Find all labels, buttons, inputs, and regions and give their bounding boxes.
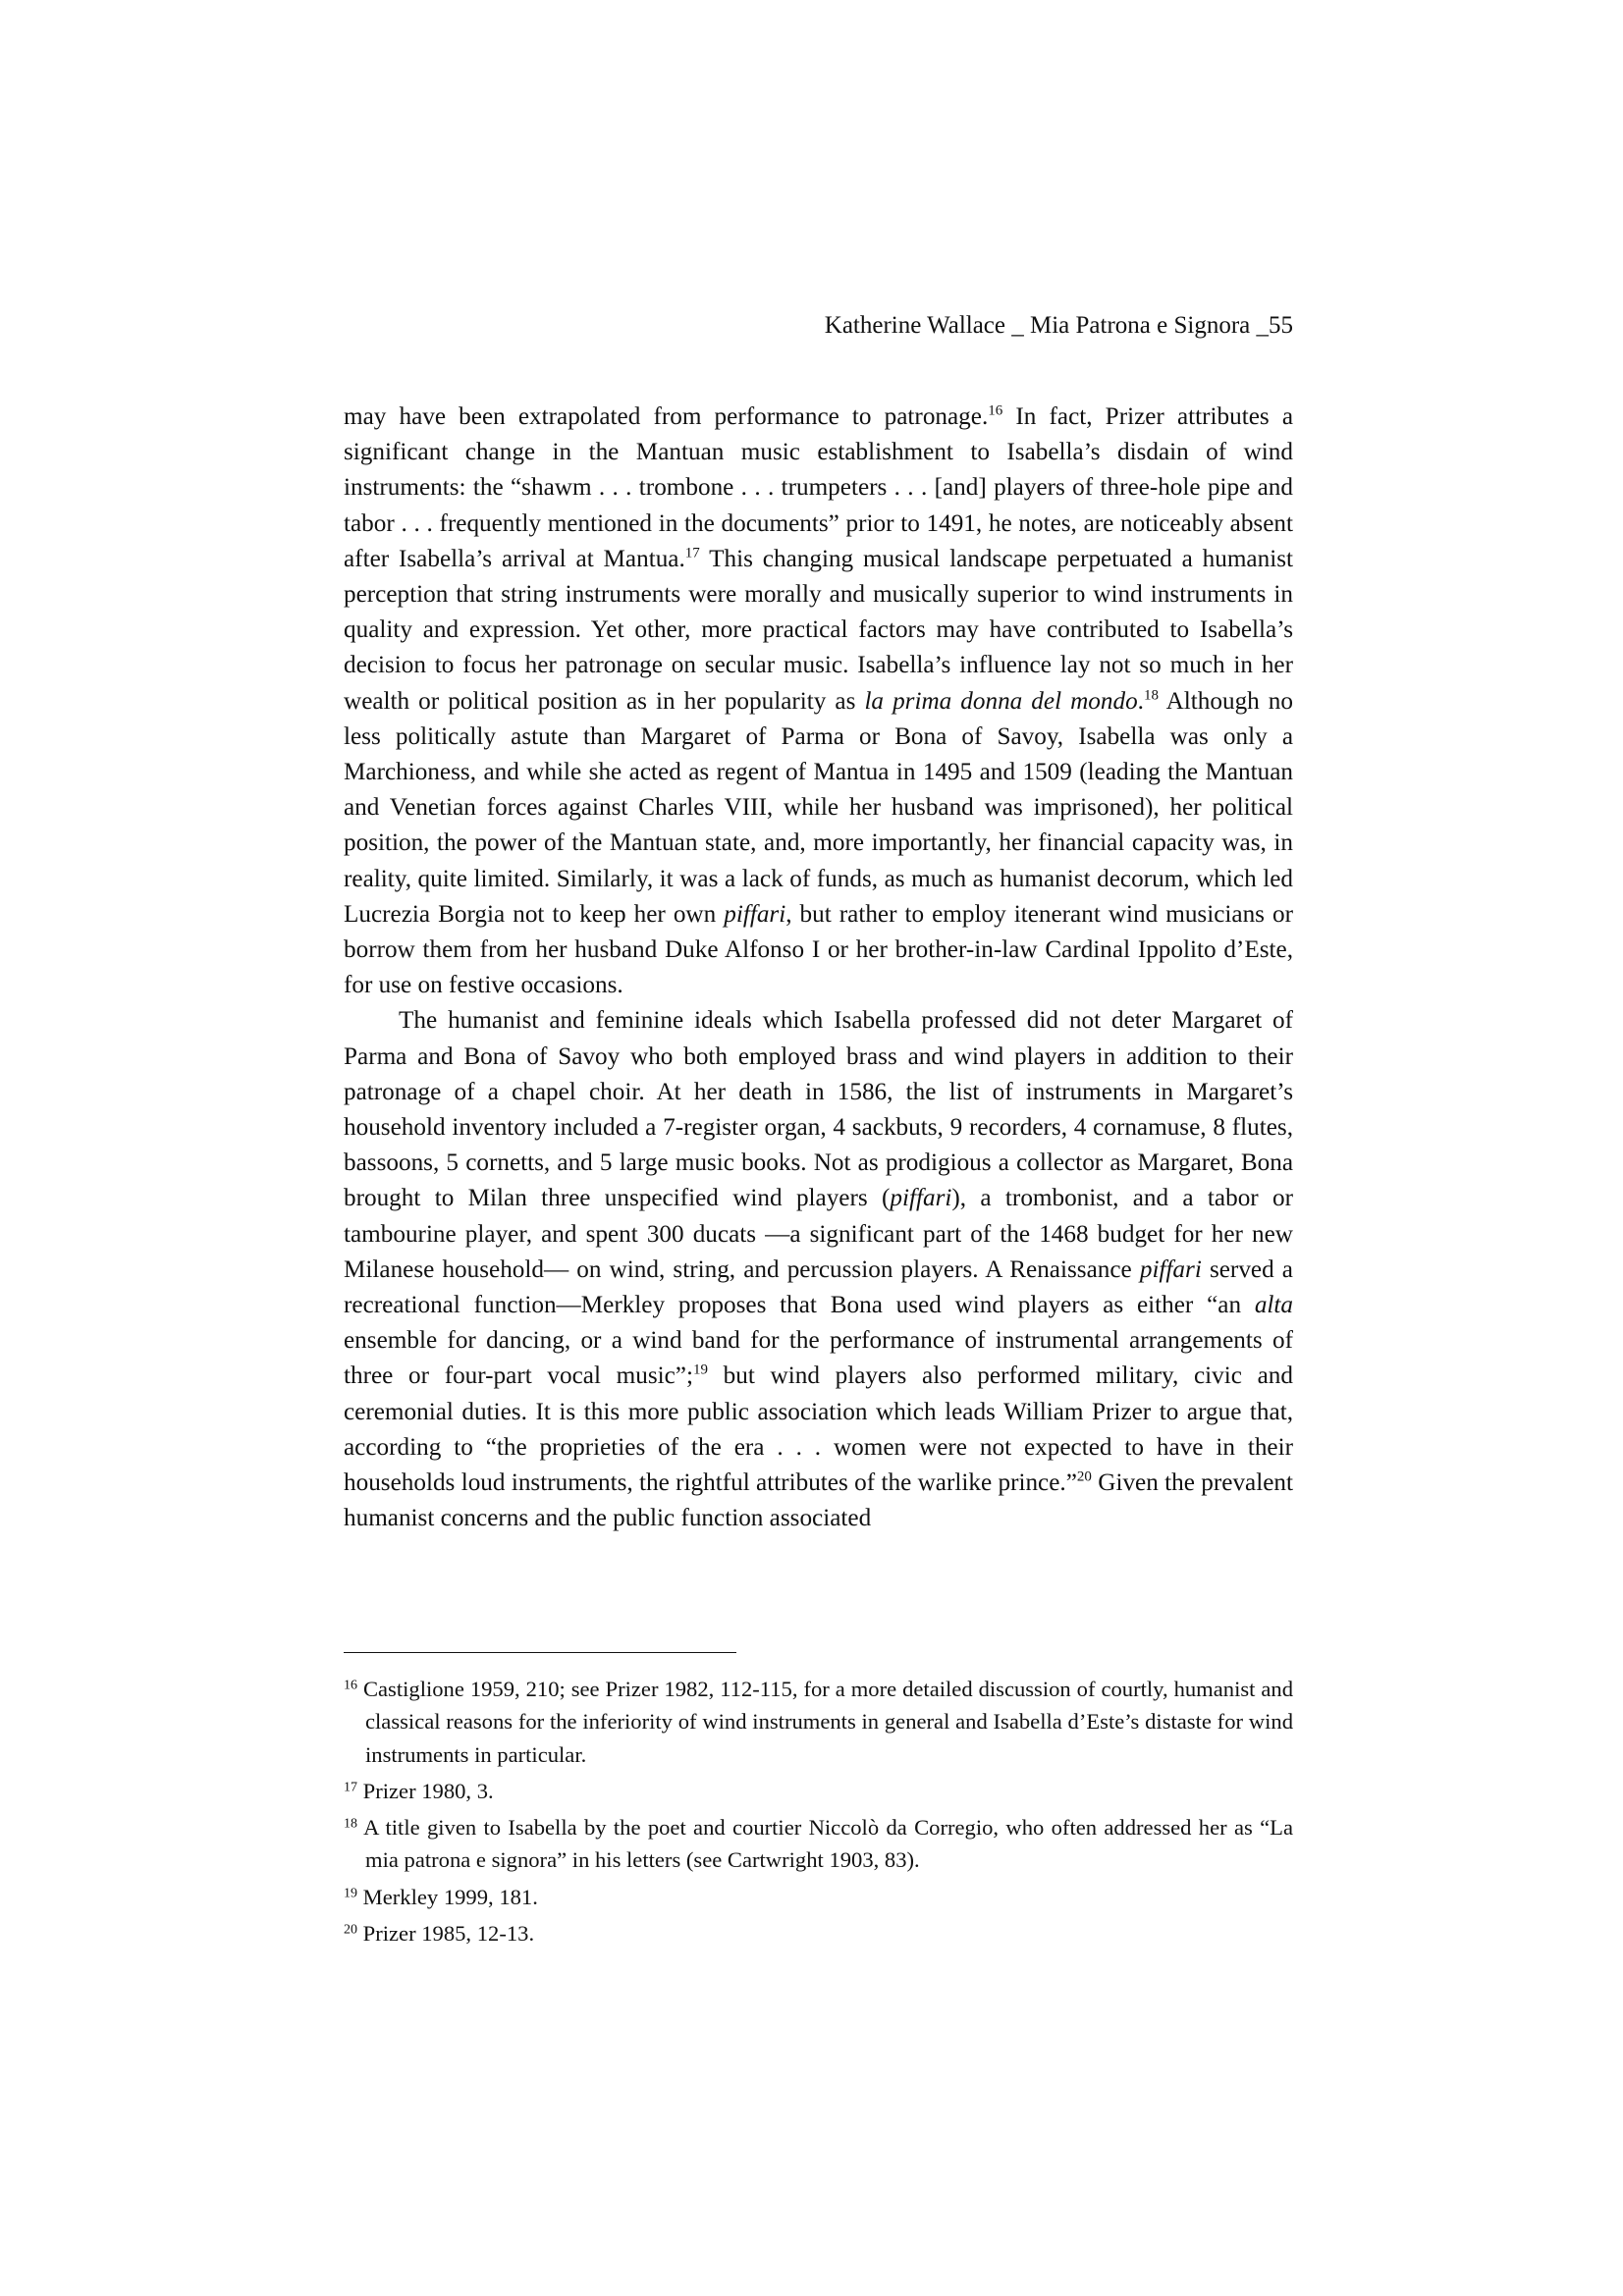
text: but wind players also performed military, civic and ceremonial duties. It is this more public association which leads William Prizer to argue that, according to “the proprieties of the era . . . women were not expected to have in their households loud instruments, the rightful attributes of the warlike prince.” — [344, 1362, 1293, 1497]
footnote-text: Prizer 1980, 3. — [357, 1778, 494, 1803]
footnote-number: 16 — [344, 1678, 357, 1693]
footnote-divider — [344, 1652, 736, 1653]
footnote-19 — [344, 1881, 1293, 1913]
footnote-number: 19 — [344, 1886, 357, 1901]
footnote-ref-17[interactable]: 17 — [684, 545, 700, 561]
footnote-number: 20 — [344, 1922, 357, 1938]
footnote-text: Prizer 1985, 12-13. — [357, 1921, 535, 1947]
text: Although no less politically astute than Margaret of Parma or Bona of Savoy, Isabella was only a Marchioness, and while she acted as regent of Mantua in 1495 and 1509 (leading the Mantuan and Venetian forces against Charles VIII, while her husband was imprisoned), her political position, the power of the Mantuan state, and, more importantly, her financial capacity was, in reality, quite limited. Similarly, it was a lack of funds, as much as humanist decorum, which led Lucrezia Borgia not to keep her own — [344, 687, 1293, 928]
footnote-ref-18[interactable]: 18 — [1143, 687, 1159, 704]
footnote-16 — [344, 1673, 1293, 1771]
footnote-20 — [344, 1917, 1293, 1949]
footnote-text: Merkley 1999, 181. — [357, 1884, 538, 1909]
text: ), a trombonist, and a tabor or tambourine player, and spent 300 ducats —a significant part of the 1468 budget for her new Milanese household— on wind, string, and percussion players. A Renaissance — [344, 1185, 1294, 1283]
footnote-number: 17 — [344, 1780, 357, 1795]
text: served a recreational function—Merkley proposes that Bona used wind players as either “an — [344, 1255, 1293, 1319]
text: may have been extrapolated from performance to patronage. — [344, 403, 989, 430]
footnote-ref-19[interactable]: 19 — [692, 1362, 708, 1379]
footnote-text: Castiglione 1959, 210; see Prizer 1982, 112-115, for a more detailed discussion of courtly, humanist and classical reasons for the inferiority of wind instruments in general and Isabella d’Este’s distaste for wind instruments in particular. — [357, 1677, 1293, 1767]
paragraph-2 — [344, 1003, 1293, 1536]
text: The humanist and feminine ideals which Isabella professed did not deter Margaret of Parma and Bona of Savoy who both employed brass and wind players in addition to their patronage of a chapel choir. At her death in 1586, the list of instruments in Margaret’s household inventory included a 7-register organ, 4 sackbuts, 9 recorders, 4 cornamuse, 8 flutes, bassoons, 5 cornetts, and 5 large music books. Not as prodigious a collector as Margaret, Bona brought to Milan three unspecified wind players ( — [344, 1007, 1293, 1212]
italic-word: piffari — [890, 1185, 952, 1212]
body-text — [344, 400, 1293, 1537]
footnote-text: A title given to Isabella by the poet and courtier Niccolò da Corregio, who often addressed her as “La mia patrona e signora” in his letters (see Cartwright 1903, 83). — [357, 1815, 1293, 1873]
italic-word: piffari — [1139, 1255, 1202, 1283]
text: This changing musical landscape perpetuated a humanist perception that string instruments were morally and musically superior to wind instruments in quality and expression. Yet other, more practical factors may have contributed to Isabella’s decision to focus her patronage on secular music. Isabella’s influence lay not so much in her wealth or political position as in her popularity as — [344, 545, 1294, 715]
footnote-18 — [344, 1811, 1293, 1877]
footnote-number: 18 — [344, 1816, 357, 1832]
italic-phrase: la prima donna del mondo — [864, 687, 1138, 715]
text: ensemble for dancing, or a wind band for the performance of instrumental arrangements of three or four-part vocal music”; — [344, 1327, 1293, 1390]
footnote-ref-20[interactable]: 20 — [1076, 1468, 1092, 1485]
text: Given the prevalent humanist concerns and the public function associated — [344, 1469, 1294, 1532]
running-head: Katherine Wallace _ Mia Patrona e Signora _55 — [824, 312, 1293, 339]
text: , but rather to employ itenerant wind musicians or borrow them from her husband Duke Alfonso I or her brother-in-law Cardinal Ippolito d’Este, for use on festive occasions. — [344, 900, 1293, 999]
text: In fact, Prizer attributes a significant change in the Mantuan music establishment to Isabella’s disdain of wind instruments: the “shawm . . . trombone . . . trumpeters . . . [and] players of three-hole pipe and tabor . . . frequently mentioned in the documents” prior to 1491, he notes, are noticeably absent after Isabella’s arrival at Mantua. — [344, 403, 1293, 572]
footnote-ref-16[interactable]: 16 — [988, 402, 1003, 419]
paragraph-1 — [344, 400, 1293, 1003]
text: . — [1137, 687, 1144, 715]
italic-word: alta — [1254, 1292, 1293, 1319]
footnotes — [344, 1673, 1293, 1953]
italic-word: piffari — [724, 900, 786, 928]
footnote-17 — [344, 1775, 1293, 1807]
